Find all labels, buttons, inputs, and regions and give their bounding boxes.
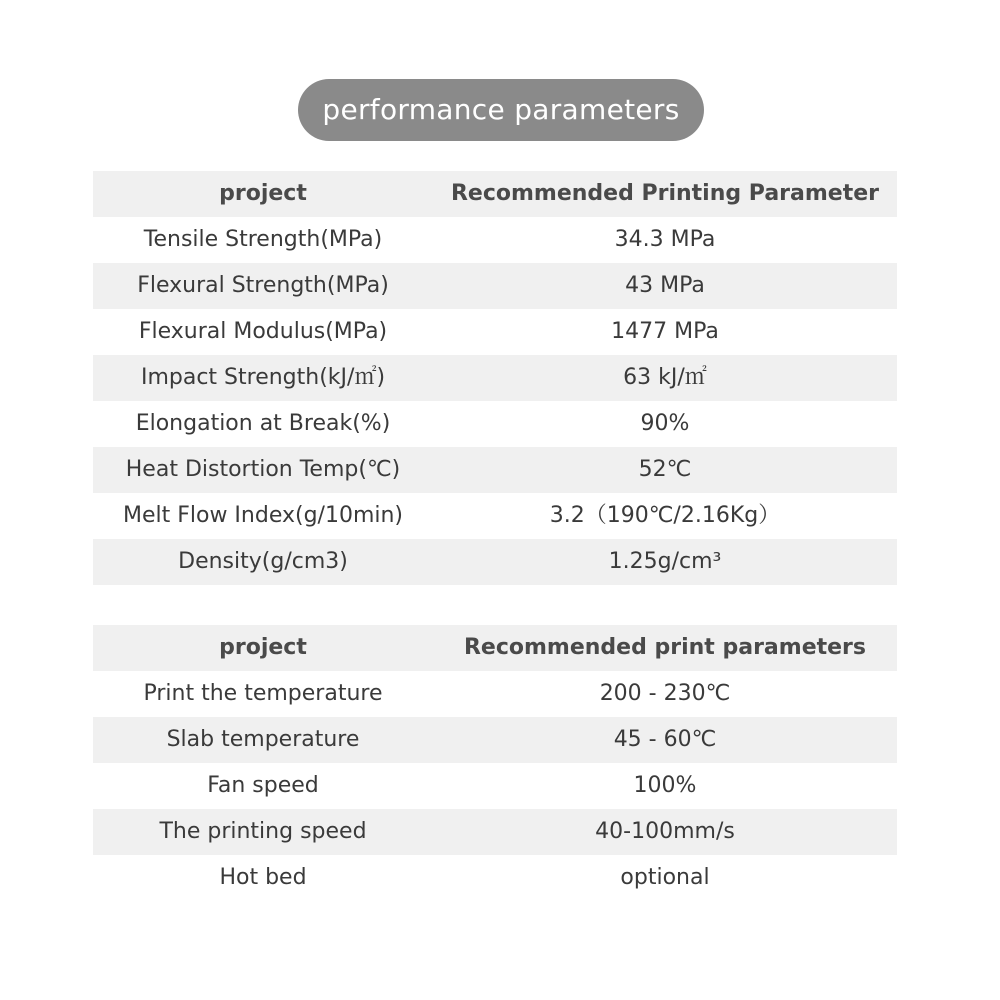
- row-value: optional: [620, 865, 710, 890]
- row-value: 43 MPa: [625, 273, 705, 298]
- row-label: Hot bed: [219, 865, 307, 890]
- header-project: project: [219, 181, 307, 206]
- table-row: [93, 355, 897, 401]
- table-row: [93, 855, 897, 901]
- row-value: 1477 MPa: [611, 319, 719, 344]
- table-row: [93, 763, 897, 809]
- row-value: 63 kJ/㎡: [623, 365, 707, 390]
- row-value: 40-100mm/s: [595, 819, 735, 844]
- table-row: [93, 401, 897, 447]
- row-label: Elongation at Break(%): [135, 411, 391, 436]
- row-value: 200 - 230℃: [599, 681, 731, 706]
- row-value: 34.3 MPa: [614, 227, 716, 252]
- header-recommended-parameter: Recommended Printing Parameter: [450, 181, 880, 206]
- table-row: [93, 717, 897, 763]
- table-row: [93, 539, 897, 585]
- table-row: [93, 447, 897, 493]
- row-label: Flexural Modulus(MPa): [138, 319, 388, 344]
- row-label: The printing speed: [159, 819, 367, 844]
- performance-table: [93, 171, 897, 585]
- page-title: performance parameters: [298, 79, 704, 141]
- row-label: Density(g/cm3): [178, 549, 348, 574]
- row-value: 52℃: [638, 457, 692, 482]
- row-value: 90%: [640, 411, 690, 436]
- row-label: Heat Distortion Temp(℃): [125, 457, 401, 482]
- header-recommended-print-parameters: Recommended print parameters: [463, 635, 866, 660]
- row-label: Fan speed: [207, 773, 319, 798]
- row-label: Flexural Strength(MPa): [137, 273, 389, 298]
- row-label: Impact Strength(kJ/㎡): [140, 365, 386, 390]
- table-row: [93, 263, 897, 309]
- row-value: 3.2（190℃/2.16Kg）: [549, 503, 781, 528]
- table-row: [93, 493, 897, 539]
- row-value: 1.25g/cm³: [608, 549, 722, 574]
- row-label: Slab temperature: [166, 727, 360, 752]
- table-row: [93, 309, 897, 355]
- row-label: Tensile Strength(MPa): [143, 227, 383, 252]
- table-header-row: [93, 171, 897, 217]
- row-label: Print the temperature: [143, 681, 383, 706]
- row-value: 45 - 60℃: [613, 727, 717, 752]
- header-project: project: [219, 635, 307, 660]
- row-value: 100%: [633, 773, 697, 798]
- table-row: [93, 217, 897, 263]
- table-row: [93, 671, 897, 717]
- table-header-row: [93, 625, 897, 671]
- row-label: Melt Flow Index(g/10min): [122, 503, 404, 528]
- print-parameters-table: [93, 625, 897, 901]
- table-row: [93, 809, 897, 855]
